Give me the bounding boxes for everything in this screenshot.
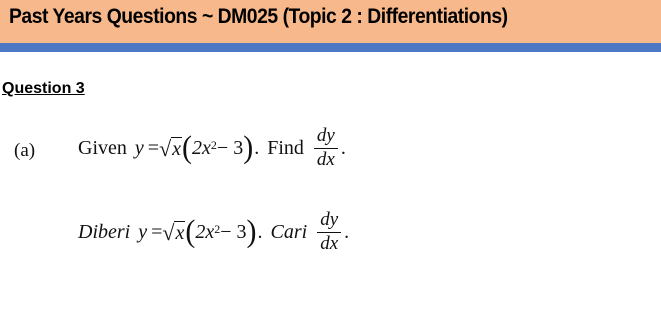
page-title: Past Years Questions ~ DM025 (Topic 2 : Differentiations): [9, 5, 508, 28]
exponent: 2: [210, 137, 217, 152]
radical-sign: √: [159, 135, 172, 161]
radical-sign-malay: √: [162, 219, 175, 245]
question-malay: Diberi y = √ x ( 2x $^2$ − 3 ) . Cari $\frac{dy}{dx}$ .: [78, 208, 350, 254]
eq-sign: =: [147, 136, 160, 159]
radicand-malay: x: [175, 221, 185, 244]
header-divider: [0, 43, 661, 52]
header-bar: [0, 0, 661, 43]
find-word: Find: [267, 136, 304, 159]
question-label: Question 3: [2, 80, 85, 97]
sqrt-term: [159, 137, 182, 160]
fraction-denominator-malay: dx: [320, 232, 339, 254]
find-word-malay: Cari: [270, 220, 308, 243]
radicand: x: [172, 137, 182, 160]
fraction-numerator: dy: [314, 126, 338, 149]
given-word-malay: Diberi: [78, 220, 131, 243]
derivative-fraction: [314, 126, 338, 171]
given-word: Given: [78, 136, 127, 159]
sqrt-term-malay: [162, 221, 185, 244]
eq-lhs: y: [134, 136, 144, 159]
equation-malay: y = √ x ( 2x $^2$ − 3 ) .: [138, 214, 263, 249]
eq-sign-malay: =: [151, 220, 163, 243]
eq-lhs-malay: y: [138, 220, 148, 243]
inner-term-b: − 3: [216, 136, 244, 159]
question-english: Given y = √ x ( 2x $^2$ − 3 ) . Find $\frac{dy}{dx}$ .: [78, 124, 346, 170]
inner-term-a-malay: 2x: [195, 220, 215, 243]
inner-term-b-malay: − 3: [220, 220, 247, 243]
part-label: (a): [14, 140, 36, 161]
fraction-denominator: dx: [316, 148, 335, 170]
exponent-malay: 2: [214, 221, 221, 236]
derivative-fraction-malay: [317, 210, 341, 255]
inner-term-a: 2x: [192, 136, 211, 159]
fraction-numerator-malay: dy: [317, 210, 341, 233]
equation: y = √ x ( 2x $^2$ − 3 ) .: [134, 130, 260, 165]
